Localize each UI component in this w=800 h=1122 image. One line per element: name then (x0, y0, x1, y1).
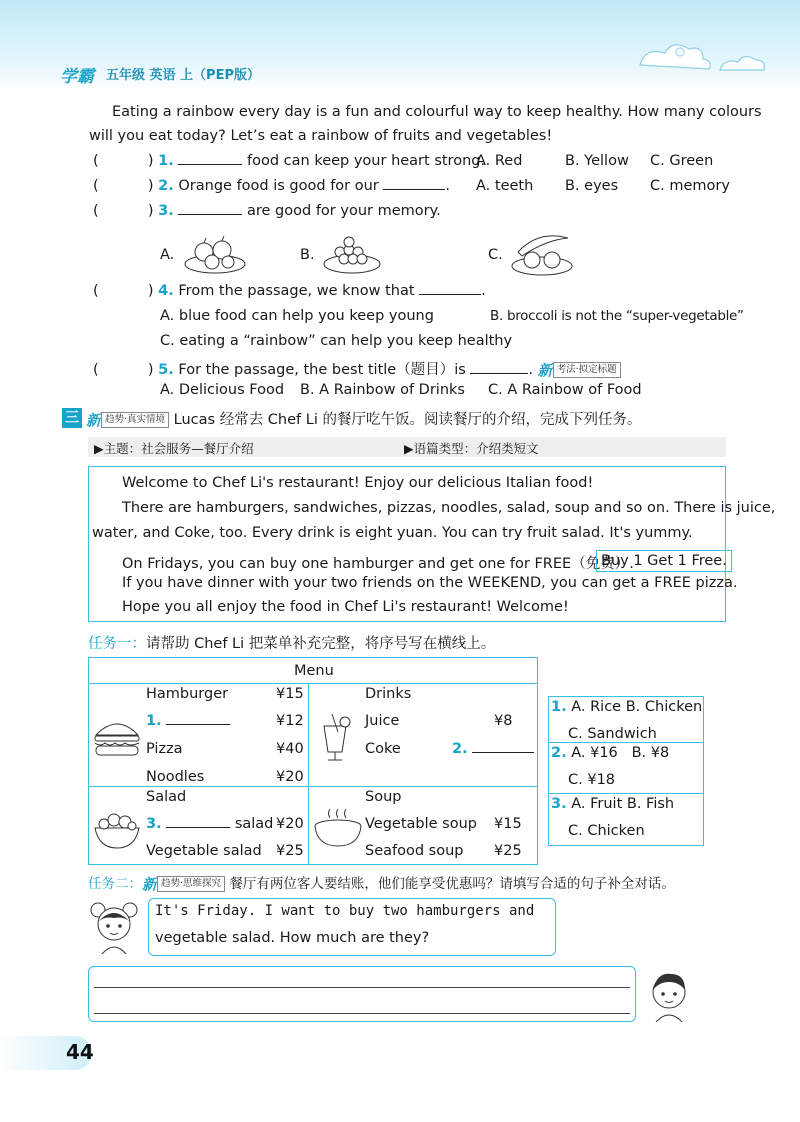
q4-option-b[interactable]: B. broccoli is not the “super-vegetable” (490, 308, 744, 324)
menu-answer-blank-1[interactable] (166, 724, 230, 725)
menu-item-noodles: Noodles (146, 769, 205, 785)
answer-paren-close: ) (147, 283, 154, 299)
fruit-plate-grapes-icon (322, 232, 382, 276)
genre-text: 语篇类型：介绍类短文 (413, 441, 539, 456)
options-divider-1 (548, 742, 704, 743)
restaurant-p4: If you have dinner with your two friends on the WEEKEND, you can get a FREE pizza. (122, 575, 738, 591)
answer-line-1[interactable] (94, 987, 630, 988)
option-number: 2. (551, 745, 567, 761)
q1-option-b[interactable]: B. Yellow (565, 153, 629, 169)
answer-blank[interactable] (178, 214, 242, 215)
salad-bowl-icon (92, 806, 142, 852)
answer-paren-open: ( (93, 178, 99, 194)
q2-option-a[interactable]: A. teeth (476, 178, 534, 194)
question-period: . (481, 283, 486, 299)
new-tag: 新 (142, 875, 158, 894)
section-3-heading (86, 408, 641, 431)
new-tag: 新 (537, 361, 553, 380)
salad-word: salad (234, 816, 274, 832)
option-2a[interactable]: A. ¥16 (571, 745, 618, 761)
answer-blank[interactable] (470, 373, 528, 374)
menu-price-juice: ¥8 (494, 713, 513, 729)
new-tag: 新 (86, 411, 102, 430)
question-text: For the passage, the best title（题目）is (178, 362, 466, 378)
menu-blank-1 (146, 713, 230, 729)
menu-price-blank-1: ¥12 (276, 713, 304, 729)
restaurant-p2b: water, and Coke, too. Every drink is eight yuan. You can try fruit salad. It's yummy. (92, 525, 693, 541)
menu-item-vegetable-salad: Vegetable salad (146, 843, 262, 859)
menu-price-vegetable-salad: ¥25 (276, 843, 304, 859)
answer-paren-open: ( (93, 153, 99, 169)
menu-item-coke: Coke (365, 741, 401, 757)
section-3-intro: Lucas 经常去 Chef Li 的餐厅吃午饭。阅读餐厅的介绍，完成下列任务。 (173, 412, 642, 428)
question-number: 4. (158, 283, 174, 299)
menu-divider-v (308, 683, 309, 865)
option-3a[interactable]: A. Fruit (571, 796, 623, 812)
passage-line-2: will you eat today? Let’s eat a rainbow of fruits and vegetables! (89, 128, 553, 144)
menu-title: Menu (294, 663, 334, 679)
option-number: 1. (551, 699, 567, 715)
answer-paren-close: ) (147, 153, 154, 169)
task-2-label: 任务二： (88, 876, 142, 892)
menu-divider-h-top (88, 683, 538, 684)
restaurant-p2a: There are hamburgers, sandwiches, pizzas, noodles, salad, soup and so on. There is juice, (122, 500, 776, 516)
answer-paren-close: ) (147, 203, 154, 219)
option-3c[interactable]: C. Chicken (568, 823, 645, 839)
answer-paren-open: ( (93, 283, 99, 299)
question-period: . (528, 362, 534, 378)
restaurant-p1: Welcome to Chef Li's restaurant! Enjoy our delicious Italian food! (122, 475, 594, 491)
theme-text: 主题：社会服务—餐厅介绍 (103, 441, 254, 456)
trend-tag: 趋势·真实情境 (101, 412, 169, 428)
girl-avatar (88, 898, 140, 954)
theme-label: ▶主题：社会服务—餐厅介绍 (94, 441, 254, 456)
juice-glass-icon (318, 712, 354, 764)
blank-number: 3. (146, 816, 162, 832)
option-number: 3. (551, 796, 567, 812)
q2-option-b[interactable]: B. eyes (565, 178, 619, 194)
options-divider-2 (548, 793, 704, 794)
header-title: 五年级 英语 上（PEP版） (106, 68, 260, 83)
answer-paren-close: ) (147, 362, 154, 378)
question-3 (93, 203, 441, 219)
question-5 (93, 358, 621, 381)
menu-soup-title: Soup (365, 789, 402, 805)
q5-option-c[interactable]: C. A Rainbow of Food (488, 382, 642, 398)
restaurant-p3: On Fridays, you can buy one hamburger and get one for FREE（免费）. (122, 556, 634, 572)
cloud-decoration (620, 30, 790, 80)
menu-item-juice: Juice (365, 713, 400, 729)
menu-item-pizza: Pizza (146, 741, 183, 757)
passage-line-1: Eating a rainbow every day is a fun and colourful way to keep healthy. How many colours (112, 104, 762, 120)
menu-price-pizza: ¥40 (276, 741, 304, 757)
question-1 (93, 153, 485, 169)
menu-answer-blank-3[interactable] (166, 827, 230, 828)
q3-option-c[interactable]: C. (488, 247, 503, 263)
answer-line-2[interactable] (94, 1013, 630, 1014)
option-1c[interactable]: C. Sandwich (568, 726, 657, 742)
blank-number: 2. (452, 741, 468, 757)
menu-answer-blank-2[interactable] (472, 752, 534, 753)
fruit-plate-apples-icon (182, 230, 248, 276)
q4-option-a[interactable]: A. blue food can help you keep young (160, 308, 434, 324)
task-1-text: 请帮助 Chef Li 把菜单补充完整，将序号写在横线上。 (146, 636, 496, 652)
dialogue-line-1: It's Friday. I want to buy two hamburgers and (155, 903, 535, 919)
soup-bowl-icon (312, 806, 364, 852)
page-number: 44 (66, 1040, 94, 1064)
restaurant-p5: Hope you all enjoy the food in Chef Li's restaurant! Welcome! (122, 599, 569, 615)
question-text: Orange food is good for our (178, 178, 379, 194)
question-text: From the passage, we know that (178, 283, 415, 299)
q3-option-b[interactable]: B. (300, 247, 315, 263)
q4-option-c[interactable]: C. eating a “rainbow” can help you keep healthy (160, 333, 513, 349)
task-1 (88, 632, 495, 653)
trend-tag: 趋势·思维探究 (157, 876, 225, 892)
question-period: . (445, 178, 450, 194)
option-2c[interactable]: C. ¥18 (568, 772, 616, 788)
q1-option-c[interactable]: C. Green (650, 153, 714, 169)
question-number: 3. (158, 203, 174, 219)
q2-option-c[interactable]: C. memory (650, 178, 730, 194)
answer-blank[interactable] (419, 294, 481, 295)
promo-box: Buy 1 Get 1 Free. (596, 550, 732, 572)
menu-blank-2 (452, 741, 534, 757)
exam-tag: 考法·拟定标题 (553, 362, 621, 378)
q5-option-b[interactable]: B. A Rainbow of Drinks (300, 382, 465, 398)
menu-blank-3 (146, 816, 273, 832)
option-group-2 (551, 745, 669, 761)
option-2b[interactable]: B. ¥8 (631, 745, 670, 761)
menu-price-seafood-soup: ¥25 (494, 843, 522, 859)
fruit-plate-bananas-icon (508, 228, 576, 278)
section-3-number: 三 (62, 408, 82, 428)
header-logo: 学霸 (60, 67, 94, 87)
menu-item-seafood-soup: Seafood soup (365, 843, 464, 859)
menu-price-vegetable-soup: ¥15 (494, 816, 522, 832)
answer-paren-open: ( (93, 362, 99, 378)
menu-item-hamburger: Hamburger (146, 686, 229, 702)
option-group-3 (551, 796, 674, 812)
option-1b[interactable]: B. Chicken (625, 699, 703, 715)
menu-salad-title: Salad (146, 789, 187, 805)
option-1a[interactable]: A. Rice (571, 699, 622, 715)
option-group-1 (551, 699, 702, 715)
boy-avatar (644, 966, 694, 1022)
question-2 (93, 178, 450, 194)
answer-blank[interactable] (383, 189, 445, 190)
task-2-text: 餐厅有两位客人要结账，他们能享受优惠吗？请填写合适的句子补全对话。 (229, 876, 675, 892)
task-2 (88, 872, 675, 895)
question-text: food can keep your heart strong. (247, 153, 486, 169)
question-text: are good for your memory. (247, 203, 441, 219)
genre-label: ▶语篇类型：介绍类短文 (404, 441, 539, 456)
q1-option-a[interactable]: A. Red (476, 153, 523, 169)
q3-option-a[interactable]: A. (160, 247, 175, 263)
question-number: 5. (158, 362, 174, 378)
answer-paren-close: ) (147, 178, 154, 194)
question-number: 1. (158, 153, 174, 169)
answer-paren-open: ( (93, 203, 99, 219)
blank-number: 1. (146, 713, 162, 729)
menu-divider-h-mid (88, 786, 538, 787)
menu-price-hamburger: ¥15 (276, 686, 304, 702)
hamburger-icon (92, 715, 142, 761)
question-number: 2. (158, 178, 174, 194)
menu-price-blank-3: ¥20 (276, 816, 304, 832)
menu-price-noodles: ¥20 (276, 769, 304, 785)
q5-option-a[interactable]: A. Delicious Food (160, 382, 285, 398)
dialogue-line-2: vegetable salad. How much are they? (155, 930, 430, 946)
task-1-label: 任务一： (88, 636, 146, 652)
question-4 (93, 283, 486, 299)
menu-drinks-title: Drinks (365, 686, 412, 702)
answer-blank[interactable] (178, 164, 242, 165)
option-3b[interactable]: B. Fish (626, 796, 675, 812)
menu-item-vegetable-soup: Vegetable soup (365, 816, 477, 832)
